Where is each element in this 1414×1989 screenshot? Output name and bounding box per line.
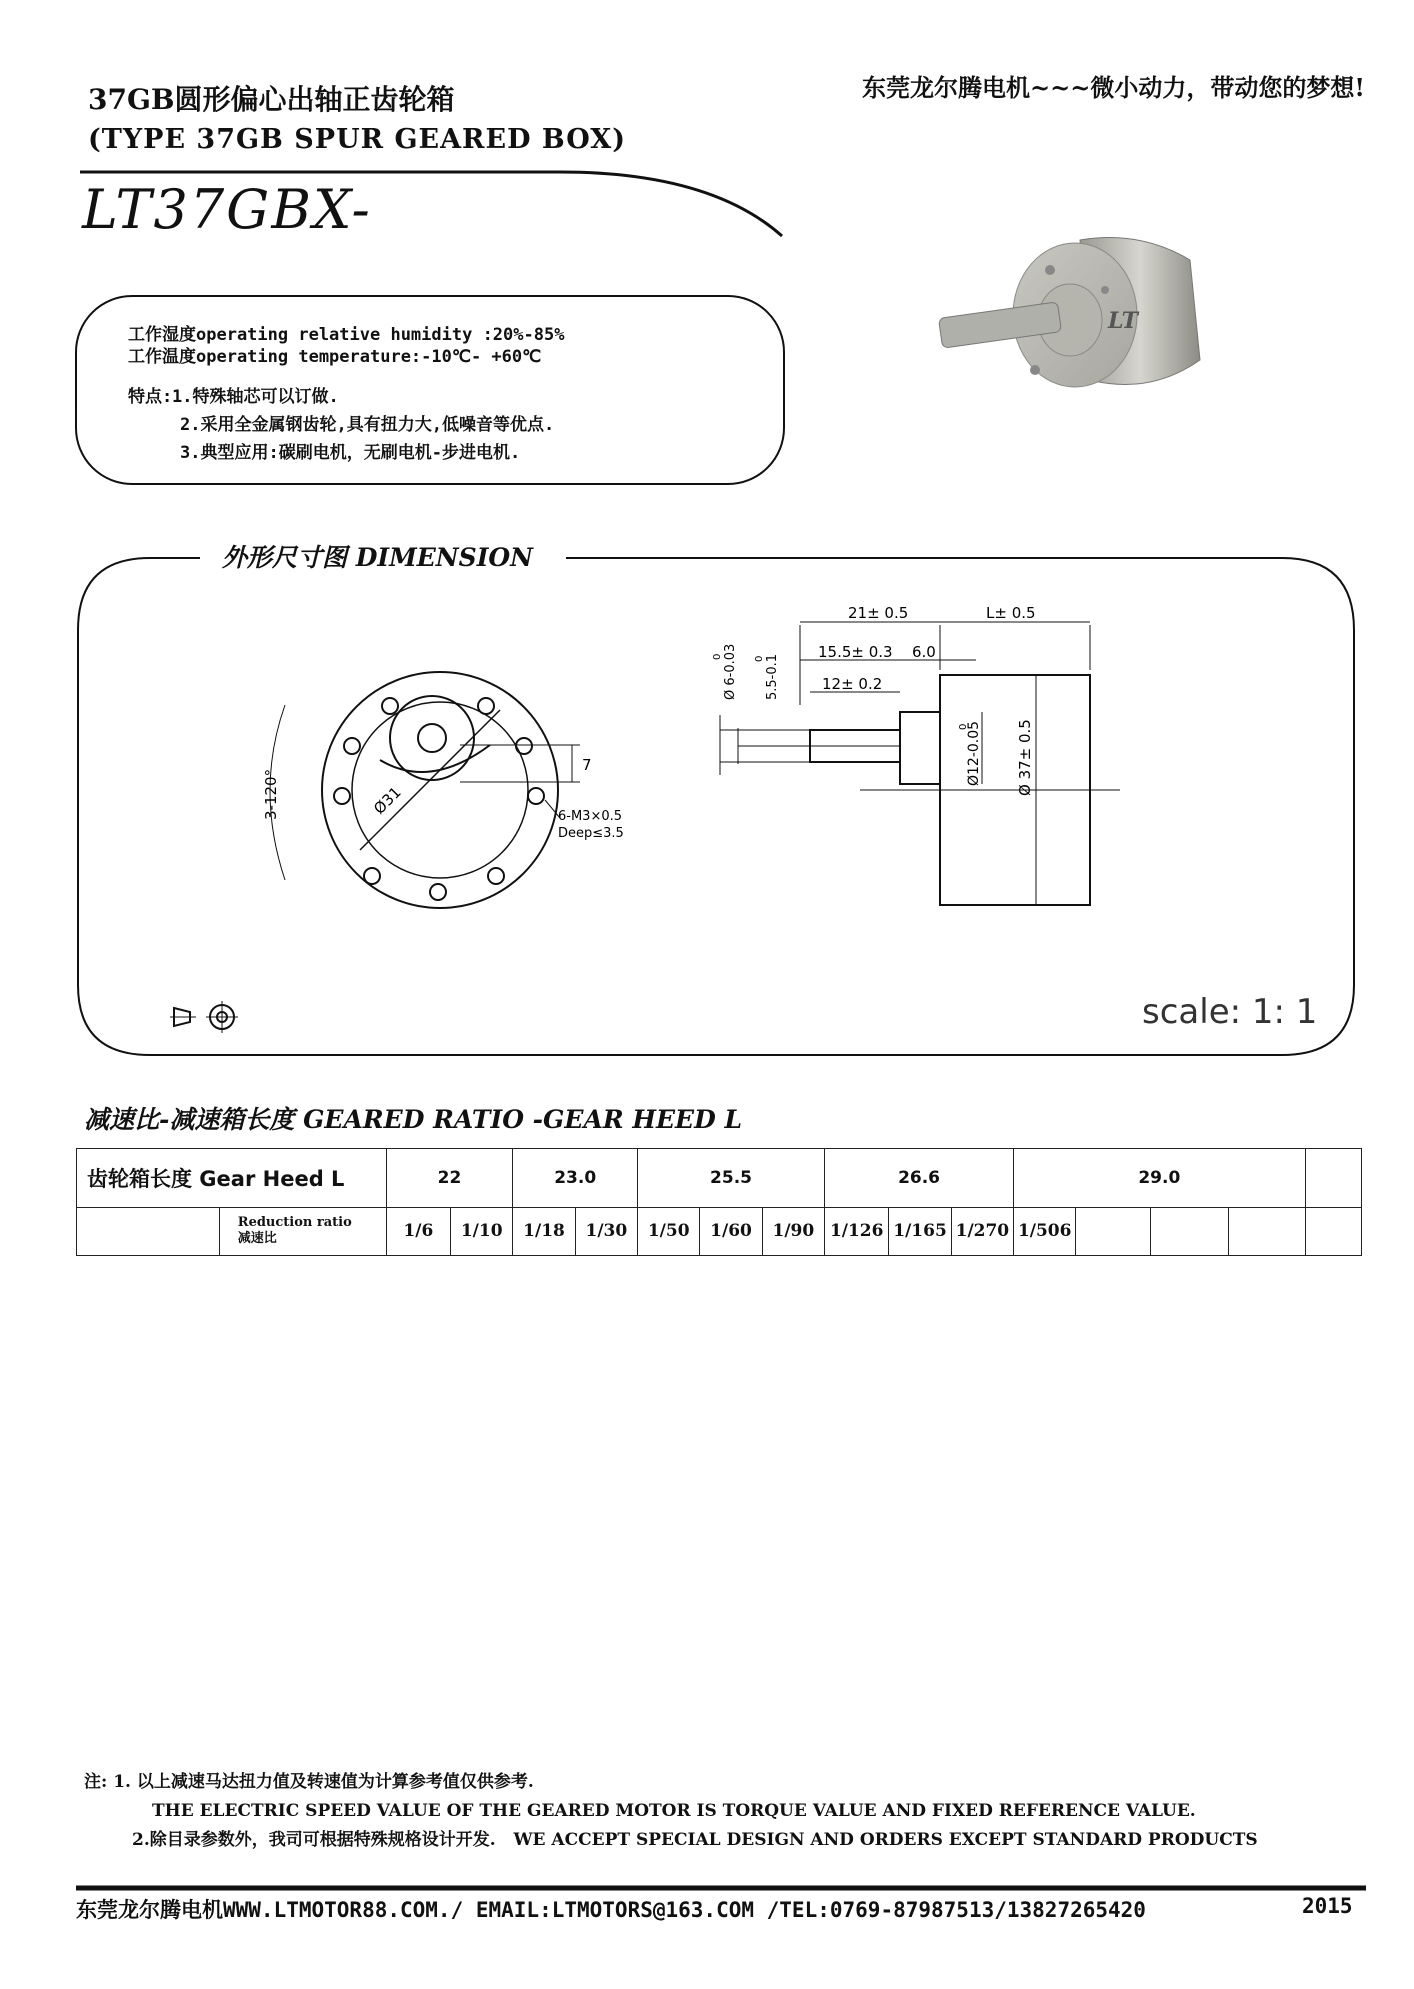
- ratio-cell: 1/165: [889, 1207, 951, 1255]
- shaft-dia-tolerance: 0: [712, 653, 723, 660]
- dim-21-label: 21± 0.5: [848, 604, 909, 622]
- footer-year: 2015: [1302, 1894, 1353, 1918]
- seven-label: 7: [582, 756, 592, 774]
- boss-dia-label: Ø12-0.05: [966, 720, 982, 786]
- screw-icon: [1045, 265, 1055, 275]
- projection-symbol-icon: [168, 998, 248, 1034]
- ratio-cell: 1/60: [700, 1207, 762, 1255]
- ratio-cell: 1/506: [1014, 1207, 1076, 1255]
- empty-cell: [1076, 1207, 1150, 1255]
- note-2-cn: 2.除目录参数外，我司可根据特殊规格设计开发.: [132, 1830, 496, 1850]
- dim-L-label: L± 0.5: [986, 604, 1036, 622]
- ratio-cell: 1/10: [451, 1207, 513, 1255]
- ratio-section-title: 减速比-减速箱长度 GEARED RATIO -GEAR HEED L: [70, 1100, 756, 1136]
- length-cell: 23.0: [513, 1149, 638, 1208]
- dimension-section-title: 外形尺寸图 DIMENSION: [206, 538, 549, 574]
- table-row: [77, 1207, 1362, 1255]
- note-line-3: [84, 1826, 1258, 1855]
- empty-cell: [77, 1207, 220, 1255]
- product-photo: [930, 220, 1230, 460]
- angle-label: 3-120°: [262, 768, 280, 820]
- outer-circle: [322, 672, 558, 908]
- features-label: 特点:: [128, 387, 173, 407]
- dia31-label: Ø31: [370, 783, 405, 818]
- title-chinese: 37GB圆形偏心出轴正齿轮箱: [88, 83, 455, 116]
- notes-prefix: 注:: [84, 1772, 108, 1792]
- empty-cell: [1305, 1149, 1361, 1208]
- dim-155-label: 15.5± 0.3: [818, 643, 893, 661]
- length-cell: 25.5: [638, 1149, 825, 1208]
- reduction-ratio-label: [219, 1207, 386, 1255]
- title-swoosh-line: [80, 172, 782, 236]
- reduction-ratio-label-cn: 减速比: [237, 1231, 277, 1247]
- side-view-drawing: [700, 600, 1140, 920]
- ratio-cell: 1/30: [575, 1207, 637, 1255]
- ratio-table: [76, 1148, 1362, 1256]
- length-cell: 29.0: [1014, 1149, 1306, 1208]
- feature-item: 2.采用全金属钢齿轮,具有扭力大,低噪音等优点.: [180, 415, 555, 435]
- table-row: [77, 1149, 1362, 1208]
- notes-block: [84, 1768, 1258, 1855]
- flat-tolerance: 0: [754, 655, 765, 662]
- spec-temperature: 工作温度operating temperature:-10℃- +60℃: [128, 347, 542, 367]
- dim-6-label: 6.0: [912, 643, 936, 661]
- ratio-cell: 1/270: [951, 1207, 1013, 1255]
- note-line-1: [84, 1768, 1258, 1797]
- flat-label: 5.5-0.1: [765, 653, 780, 700]
- depth-label: Deep≤3.5: [558, 826, 624, 841]
- model-number: LT37GBX-: [82, 178, 372, 241]
- shaft-dia-label: Ø 6-0.03: [723, 643, 738, 700]
- ratio-cell: 1/50: [638, 1207, 700, 1255]
- ratio-cell: 1/90: [762, 1207, 824, 1255]
- note-2-en: WE ACCEPT SPECIAL DESIGN AND ORDERS EXCEPT STANDARD PRODUCTS: [513, 1830, 1258, 1850]
- empty-cell: [1305, 1207, 1361, 1255]
- screw-icon: [1030, 365, 1040, 375]
- ratio-cell: 1/126: [825, 1207, 889, 1255]
- empty-cell: [1150, 1207, 1228, 1255]
- note-line-2: THE ELECTRIC SPEED VALUE OF THE GEARED MOTOR IS TORQUE VALUE AND FIXED REFERENCE VALUE.: [152, 1801, 1196, 1821]
- footer-contact: 东莞龙尔腾电机WWW.LTMOTOR88.COM./ EMAIL:LTMOTORS@163.COM /TEL:0769-87987513/13827265420: [76, 1898, 1146, 1922]
- screw-icon: [1101, 286, 1109, 294]
- note-1-cn: 1. 以上减速马达扭力值及转速值为计算参考值仅供参考.: [113, 1772, 534, 1792]
- boss-dia-tolerance: 0: [958, 723, 969, 730]
- body-dia-label: Ø 37± 0.5: [1016, 719, 1034, 796]
- length-cell: 26.6: [825, 1149, 1014, 1208]
- ratio-cell: 1/18: [513, 1207, 575, 1255]
- gear-head-header: 齿轮箱长度 Gear Heed L: [77, 1149, 387, 1208]
- empty-cell: [1229, 1207, 1305, 1255]
- thread-label: 6-M3×0.5: [558, 809, 623, 824]
- feature-item: 3.典型应用:碳刷电机，无刷电机-步进电机.: [180, 443, 521, 463]
- dim-12-label: 12± 0.2: [822, 675, 883, 693]
- reduction-ratio-label-en: Reduction ratio: [237, 1215, 352, 1231]
- ratio-cell: 1/6: [386, 1207, 450, 1255]
- scale-label: scale: 1: 1: [1142, 992, 1318, 1032]
- length-cell: 22: [386, 1149, 513, 1208]
- front-view-drawing: [260, 650, 624, 950]
- feature-item: 1.特殊轴芯可以订做.: [172, 387, 339, 407]
- spec-humidity: 工作湿度operating relative humidity :20%-85%: [128, 325, 565, 345]
- company-slogan: 东莞龙尔腾电机~~~微小动力，带动您的梦想!: [862, 73, 1365, 102]
- title-english: (TYPE 37GB SPUR GEARED BOX): [88, 124, 626, 155]
- photo-logo: LT: [1108, 308, 1139, 334]
